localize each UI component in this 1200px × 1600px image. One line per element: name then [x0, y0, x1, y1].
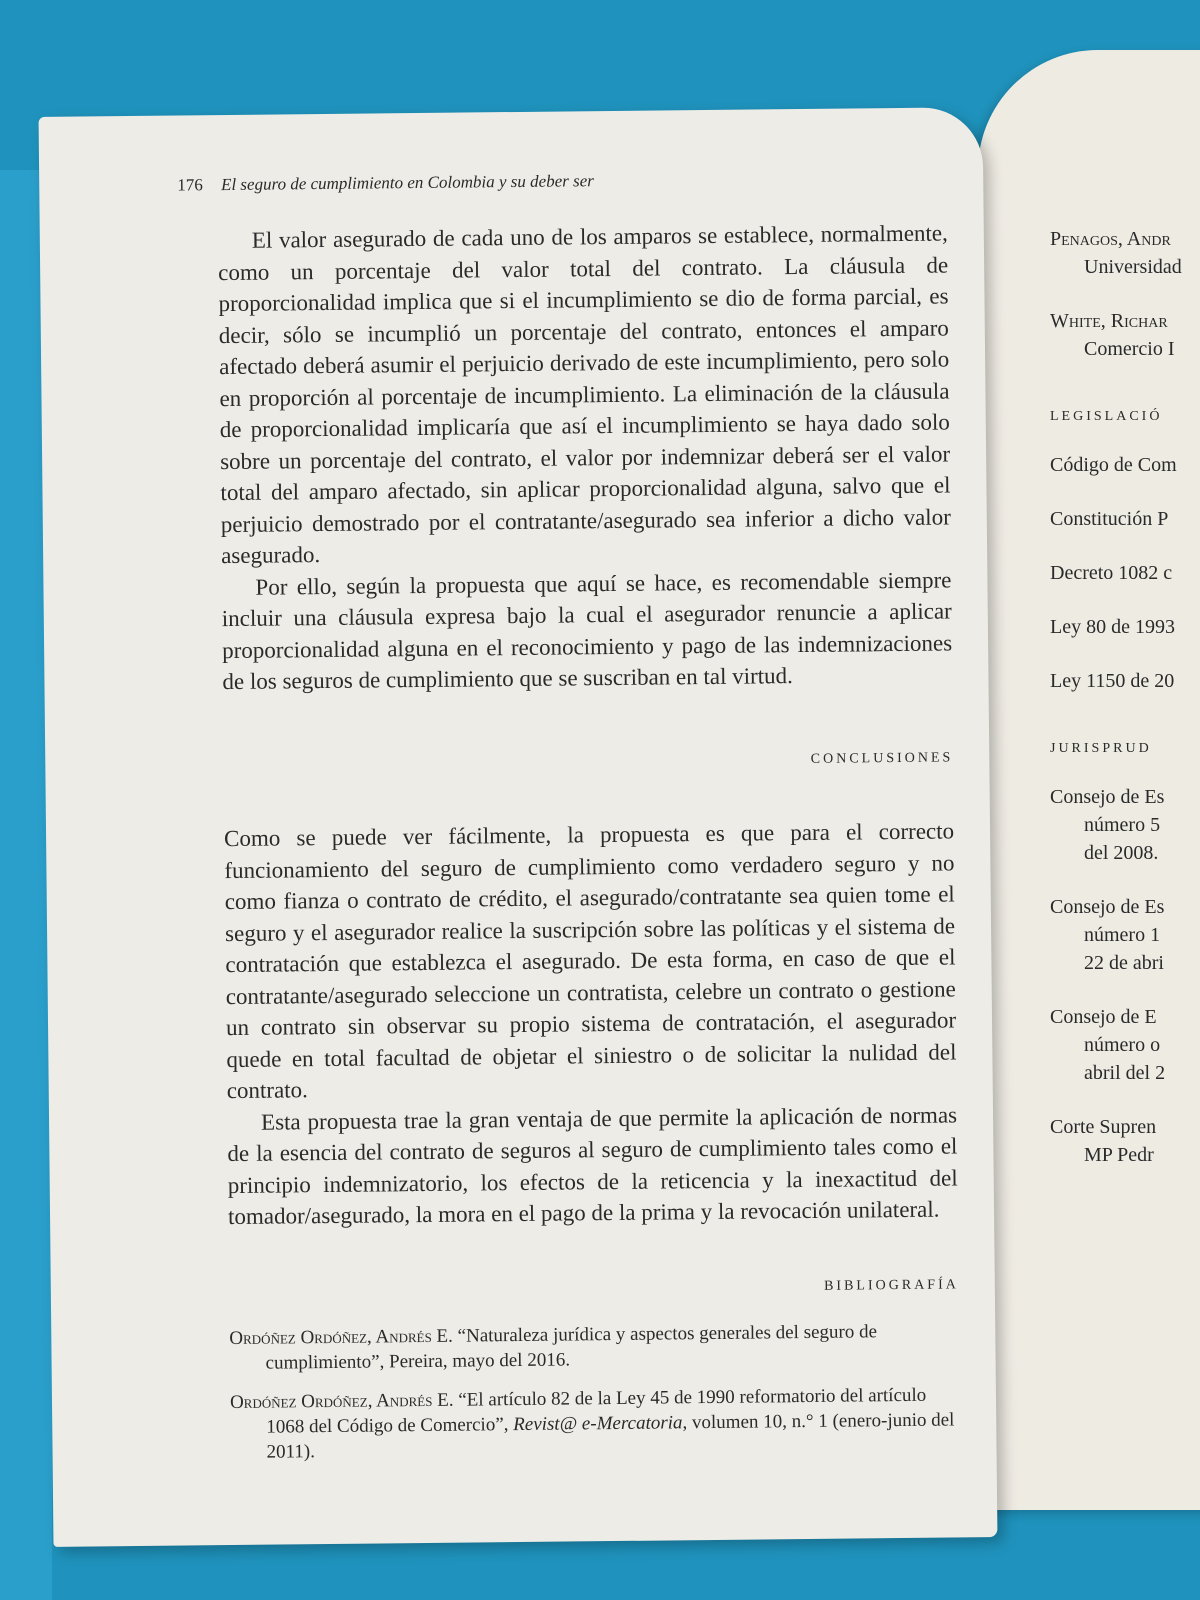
paragraph: Esta propuesta trae la gran ventaja de que permite la aplicación de normas de la esencia del contrato de seguros al seguro de cumplimiento tales como el principio indemnizatorio, los efectos de la reticencia y la inexactitud del tomador/asegurado, la mora en el pago de la prima y la revocación unilateral.	[227, 1101, 958, 1230]
main-text	[218, 217, 961, 1479]
bib-text: “Naturaleza jurídica y aspectos generales del seguro de cumplimiento”, Pereira, mayo del 2016.	[265, 1321, 878, 1374]
jurisprudence-line: MP Pedr	[1084, 1144, 1154, 1166]
bib-entry-penagos	[1050, 225, 1200, 281]
bib-entry-line: Penagos, Andr	[1050, 228, 1171, 250]
left-page	[39, 107, 998, 1547]
jurisprudence-line: Consejo de E	[1050, 1006, 1157, 1028]
jurisprudence-entry	[1050, 783, 1200, 867]
conclusions-heading: CONCLUSIONES	[810, 749, 954, 767]
paragraph: Por ello, según la propuesta que aquí se hace, es recomendable siempre incluir una cláusula expresa bajo la cual el asegurador renuncie a aplicar proporcionalidad alguna en el reconocimiento y pago de las indemnizaciones de los seguros de cumplimiento que se suscriban en tal virtud.	[221, 566, 953, 695]
bib-entry-line: Comercio I	[1084, 338, 1175, 360]
legislation-item: Ley 1150 de 20	[1050, 670, 1175, 692]
bibliography-entry	[230, 1382, 961, 1465]
bib-text: “El artículo 82 de la Ley 45 de 1990 reformatorio del artículo 1068 del Código de Comercio”,	[266, 1384, 927, 1438]
bib-author: Ordóñez Ordóñez, Andrés E.	[229, 1325, 453, 1350]
jurisprudence-heading: JURISPRUD	[1050, 741, 1152, 756]
jurisprudence-line: Consejo de Es	[1050, 896, 1165, 918]
legislation-item: Ley 80 de 1993	[1050, 616, 1175, 638]
legislation-item: Decreto 1082 c	[1050, 562, 1173, 584]
running-head	[177, 171, 594, 195]
right-page	[978, 50, 1200, 1510]
legislation-item: Código de Com	[1050, 454, 1177, 476]
bib-journal: Revist@ e-Mercatoria	[513, 1412, 683, 1436]
jurisprudence-entry	[1050, 1113, 1200, 1169]
legislation-item: Constitución P	[1050, 508, 1169, 530]
paragraph: El valor asegurado de cada uno de los amparos se establece, normalmente, como un porcentaje del valor total del contrato. La cláusula de proporcionalidad implica que si el incumplimiento se dio de forma parcial, es decir, sólo se incumplió un porcentaje del contrato, entonces el amparo afectado deberá asumir el perjuicio derivado de este incumplimiento, pero solo en proporción al porcentaje de incumplimiento. La eliminación de la cláusula de proporcionalidad implicaría que así el incumplimiento se haya dado solo sobre un porcentaje del contrato, el valor por indemnizar deberá ser el valor total del amparo afectado, sin aplicar proporcionalidad alguna, salvo que el perjuicio demostrado por el contratante/asegurado sea inferior a dicho valor asegurado.	[218, 220, 951, 569]
jurisprudence-line: Consejo de Es	[1050, 786, 1165, 808]
bib-entry-white	[1050, 307, 1200, 363]
jurisprudence-entry	[1050, 1003, 1200, 1087]
jurisprudence-line: 22 de abri	[1084, 952, 1164, 974]
jurisprudence-entry	[1050, 893, 1200, 977]
bib-author: Ordóñez Ordóñez, Andrés E.	[229, 1389, 454, 1414]
paragraph: Como se puede ver fácilmente, la propuesta es que para el correcto funcionamiento del seguro de cumplimiento como verdadero seguro y no como fianza o contrato de crédito, el asegurado/contratante sea quien tome el seguro y el asegurador realice la suscripción sobre las políticas y el sistema de contratación que establezca el asegurado. De esta forma, en caso de que el contratante/asegurado seleccione un contratista, celebre un contrato o gestione un contrato sin observar su propio sistema de contratación, el asegurador quede en total facultad de objetar el siniestro o de solicitar la nulidad del contrato.	[223, 818, 957, 1104]
jurisprudence-line: número 1	[1084, 924, 1161, 946]
jurisprudence-line: número o	[1084, 1034, 1161, 1056]
running-title: El seguro de cumplimiento en Colombia y su deber ser	[220, 171, 594, 195]
jurisprudence-line: Corte Supren	[1050, 1116, 1157, 1138]
bibliography-entry	[229, 1318, 959, 1376]
page-number: 176	[177, 175, 203, 195]
jurisprudence-line: abril del 2	[1084, 1062, 1166, 1084]
legislation-heading: LEGISLACIÓ	[1050, 409, 1163, 424]
bib-entry-line: Universidad	[1084, 256, 1182, 278]
bibliography-heading: BIBLIOGRAFÍA	[823, 1276, 959, 1294]
bib-entry-line: White, Richar	[1050, 310, 1168, 332]
bib-text: , volumen 10, n.° 1 (enero-junio del 2011).	[266, 1409, 955, 1463]
jurisprudence-line: número 5	[1084, 814, 1161, 836]
right-page-content	[1050, 225, 1200, 1195]
jurisprudence-line: del 2008.	[1084, 842, 1159, 864]
